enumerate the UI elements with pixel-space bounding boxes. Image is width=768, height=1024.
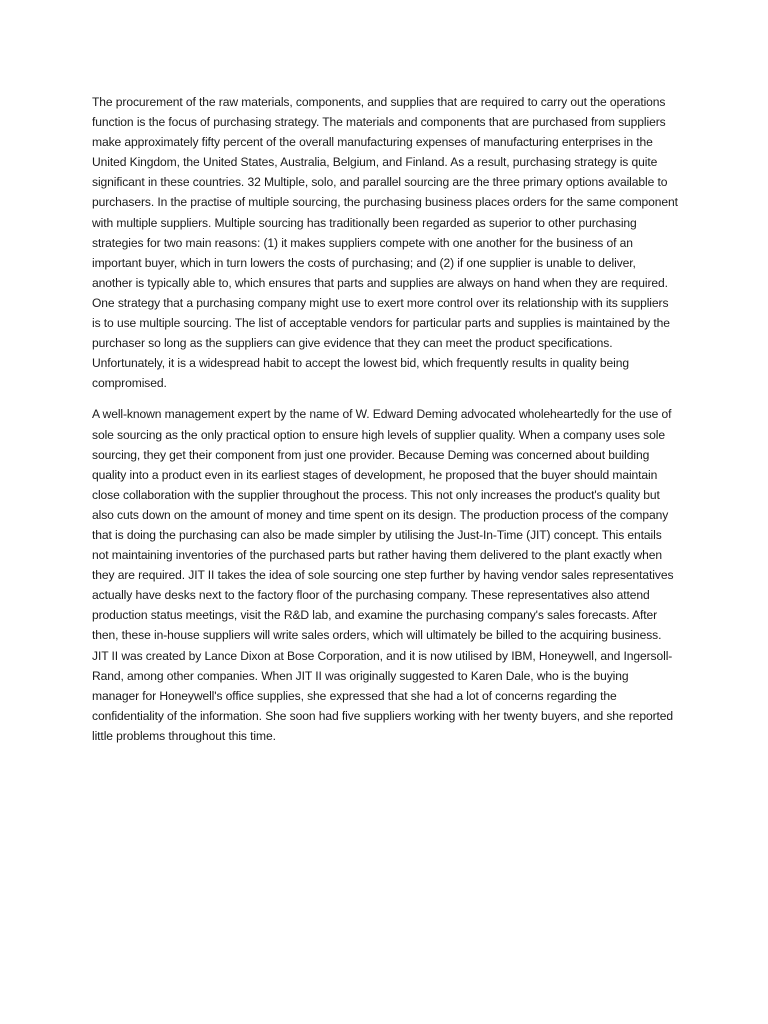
paragraph-sole-sourcing: A well-known management expert by the name of W. Edward Deming advocated wholeheartedly for the use of sole sourcing as the only practical option to ensure high levels of supplier quality. When a company uses sole sourcing, they get their component from just one provider. Because Deming was concerned about building quality into a product even in its earliest stages of development, he proposed that the buyer should maintain close collaboration with the supplier throughout the process. This not only increases the product's quality but also cuts down on the amount of money and time spent on its design. The production process of the company that is doing the purchasing can also be made simpler by utilising the Just-In-Time (JIT) concept. This entails not maintaining inventories of the purchased parts but rather having them delivered to the plant exactly when they are required. JIT II takes the idea of sole sourcing one step further by having vendor sales representatives actually have desks next to the factory floor of the purchasing company. These representatives also attend production status meetings, visit the R&D lab, and examine the purchasing company's sales forecasts. After then, these in-house suppliers will write sales orders, which will ultimately be billed to the acquiring business. JIT II was created by Lance Dixon at Bose Corporation, and it is now utilised by IBM, Honeywell, and Ingersoll-Rand, among other companies. When JIT II was originally suggested to Karen Dale, who is the buying manager for Honeywell's office supplies, she expressed that she had a lot of concerns regarding the confidentiality of the information. She soon had five suppliers working with her twenty buyers, and she reported little problems throughout this time. [92, 407, 674, 743]
paragraph-purchasing-strategy: The procurement of the raw materials, components, and supplies that are required to carry out the operations function is the focus of purchasing strategy. The materials and components that are purchased from suppliers make approximately fifty percent of the overall manufacturing expenses of manufacturing enterprises in the United Kingdom, the United States, Australia, Belgium, and Finland. As a result, purchasing strategy is quite significant in these countries. 32 Multiple, solo, and parallel sourcing are the three primary options available to purchasers. In the practise of multiple sourcing, the purchasing business places orders for the same component with multiple suppliers. Multiple sourcing has traditionally been regarded as superior to other purchasing strategies for two main reasons: (1) it makes suppliers compete with one another for the business of an important buyer, which in turn lowers the costs of purchasing; and (2) if one supplier is unable to deliver, another is typically able to, which ensures that parts and supplies are always on hand when they are required. One strategy that a purchasing company might use to exert more control over its relationship with its suppliers is to use multiple sourcing. The list of acceptable vendors for particular parts and supplies is maintained by the purchaser so long as the suppliers can give evidence that they can meet the product specifications. Unfortunately, it is a widespread habit to accept the lowest bid, which frequently results in quality being compromised. [92, 95, 678, 391]
document-body [92, 92, 678, 746]
